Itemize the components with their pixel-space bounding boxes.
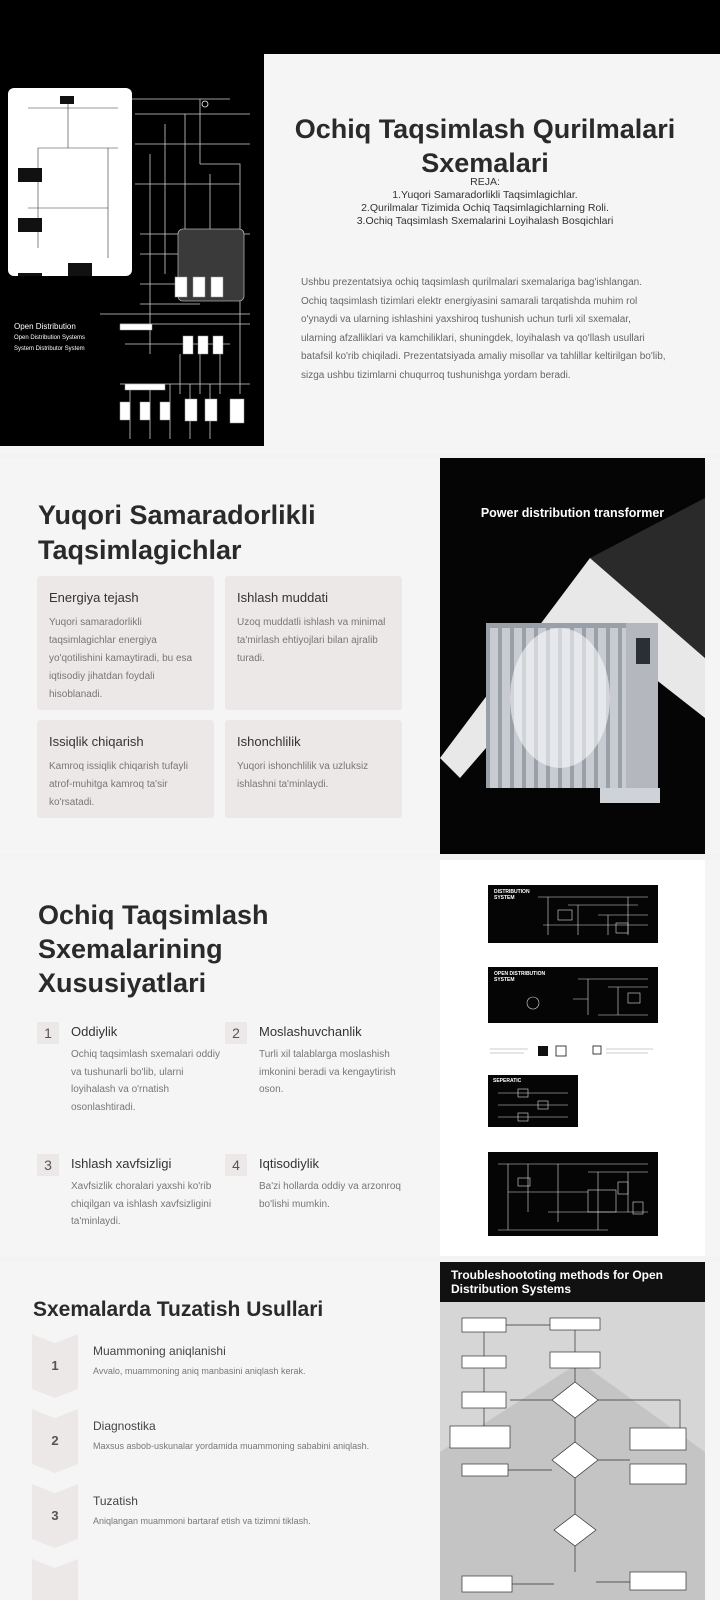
distribution-diagrams-image xyxy=(440,860,705,1256)
feature-number: 4 xyxy=(225,1154,247,1176)
diagram-label: SEPERATIC xyxy=(493,1078,522,1084)
diagram-detailed xyxy=(488,1152,658,1236)
step-title: Muammoning aniqlanishi xyxy=(93,1344,226,1358)
plan-block xyxy=(300,176,670,228)
diagram-legend xyxy=(488,1045,658,1059)
schematic-white-panel xyxy=(8,88,132,276)
slide-title xyxy=(0,54,720,454)
diagram-label: OPEN DISTRIBUTION SYSTEM xyxy=(494,971,546,983)
step-text: Avvalo, muammoning aniq manbasini aniqlash kerak. xyxy=(93,1366,306,1376)
feature-number: 2 xyxy=(225,1022,247,1044)
step-number: 1 xyxy=(51,1358,59,1373)
step-item xyxy=(32,1334,432,1394)
feature-text: Ba'zi hollarda oddiy va arzonroq bo'lishi mumkin. xyxy=(259,1181,401,1210)
troubleshooting-flowchart-image xyxy=(440,1262,705,1600)
slide-high-efficiency xyxy=(0,458,720,854)
card-text: Yuqori ishonchlilik va uzluksiz ishlashni ta'minlaydi. xyxy=(237,761,369,790)
plan-label: REJA: xyxy=(470,176,500,188)
card-text: Uzoq muddatli ishlash va minimal ta'mirlash ehtiyojlari bilan ajralib turadi. xyxy=(237,617,386,664)
step-number: 2 xyxy=(51,1433,59,1448)
step-item xyxy=(32,1484,432,1544)
info-card xyxy=(225,720,402,818)
top-black-bar xyxy=(0,0,720,54)
plan-item: 3.Ochiq Taqsimlash Sxemalarini Loyihalash Bosqichlari xyxy=(356,215,614,227)
slide-title: Ochiq Taqsimlash Sxemalarining Xususiyatlari xyxy=(38,900,269,998)
feature-text: Turli xil talablarga moslashish imkonini beradi va kengaytirish oson. xyxy=(259,1049,396,1095)
step-text: Maxsus asbob-uskunalar yordamida muammoning sababini aniqlash. xyxy=(93,1441,370,1451)
diagram-open-distribution-system xyxy=(488,967,658,1023)
feature-title: Moslashuvchanlik xyxy=(259,1024,362,1039)
feature-number: 3 xyxy=(37,1154,59,1176)
info-card xyxy=(37,576,214,710)
presentation-description: Ushbu prezentatsiya ochiq taqsimlash qurilmalari sxemalariga bag'ishlangan. Ochiq taqsimlash tizimlari elektr energiyasini samarali tarqatishda muhim rol o'ynaydi va ularning ishlashini yaxshiroq tushunish uchun turli xil sxemalar, ularning afzalliklari va kamchiliklari, shuningdek, loyihalash va qo'llash usullari batafsil ko'rib chiqiladi. Prezentatsiyada amaliy misollar va tahlillar keltirilgan bo'lib, sizga ushbu tizimlarni chuqurroq tushunishga yordam beradi. xyxy=(301,277,666,381)
slide-troubleshooting xyxy=(0,1262,720,1600)
step-chevron xyxy=(32,1559,78,1600)
step-title: Tuzatish xyxy=(93,1494,138,1508)
diagram-seperatic xyxy=(488,1075,578,1127)
diagram-distribution-system xyxy=(488,885,658,943)
presentation-title: Ochiq Taqsimlash Qurilmalari Sxemalari xyxy=(294,114,676,178)
card-title: Ishonchlilik xyxy=(237,734,301,749)
feature-title: Oddiylik xyxy=(71,1024,118,1039)
step-number: 3 xyxy=(51,1508,59,1523)
info-card xyxy=(37,720,214,818)
card-text: Yuqori samaradorlikli taqsimlagichlar energiya yo'qotilishini kamaytiradi, bu esa iqtisodiy jihatdan foydali hisoblanadi. xyxy=(49,617,193,700)
flowchart xyxy=(440,1302,705,1600)
feature-number: 1 xyxy=(37,1022,59,1044)
feature-title: Iqtisodiylik xyxy=(259,1156,319,1171)
slide-title: Sxemalarda Tuzatish Usullari xyxy=(33,1298,324,1321)
slide-features xyxy=(0,860,720,1256)
transformer-image xyxy=(440,458,705,854)
caption-line-1: Open Distribution xyxy=(14,322,76,331)
step-item-partial xyxy=(32,1559,432,1600)
step-title: Diagnostika xyxy=(93,1419,156,1433)
feature-text: Xavfsizlik choralari yaxshi ko'rib chiqilgan va ishlash xavfsizligini ta'minlaydi. xyxy=(71,1181,212,1227)
step-text: Aniqlangan muammoni bartaraf etish va tizimni tiklash. xyxy=(93,1516,311,1526)
image-title: Troubleshoototing methods for Open Distribution Systems xyxy=(440,1262,705,1302)
card-text: Kamroq issiqlik chiqarish tufayli atrof-muhitga kamroq ta'sir ko'rsatadi. xyxy=(49,761,188,808)
plan-item: 2.Qurilmalar Tizimida Ochiq Taqsimlagichlarning Roli. xyxy=(361,202,609,214)
plan-item: 1.Yuqori Samaradorlikli Taqsimlagichlar. xyxy=(392,189,578,201)
caption-line-3: System Distributor System xyxy=(14,346,85,352)
slide-title: Yuqori Samaradorlikli Taqsimlagichlar xyxy=(38,500,316,565)
info-card xyxy=(225,576,402,710)
feature-text: Ochiq taqsimlash sxemalari oddiy va tushunarli bo'lib, ularni loyihalash va o'rnatish osonlashtiradi. xyxy=(71,1049,220,1113)
open-distribution-schematic-image xyxy=(0,54,264,446)
image-caption xyxy=(14,322,85,354)
card-title: Issiqlik chiqarish xyxy=(49,734,144,749)
card-title: Energiya tejash xyxy=(49,590,139,605)
feature-title: Ishlash xavfsizligi xyxy=(71,1156,172,1171)
caption-line-2: Open Distribution Systems xyxy=(14,335,86,341)
card-title: Ishlash muddati xyxy=(237,590,329,605)
diagram-label: DISTRIBUTION SYSTEM xyxy=(494,889,530,901)
step-item xyxy=(32,1409,432,1469)
image-title: Power distribution transformer xyxy=(480,506,665,520)
